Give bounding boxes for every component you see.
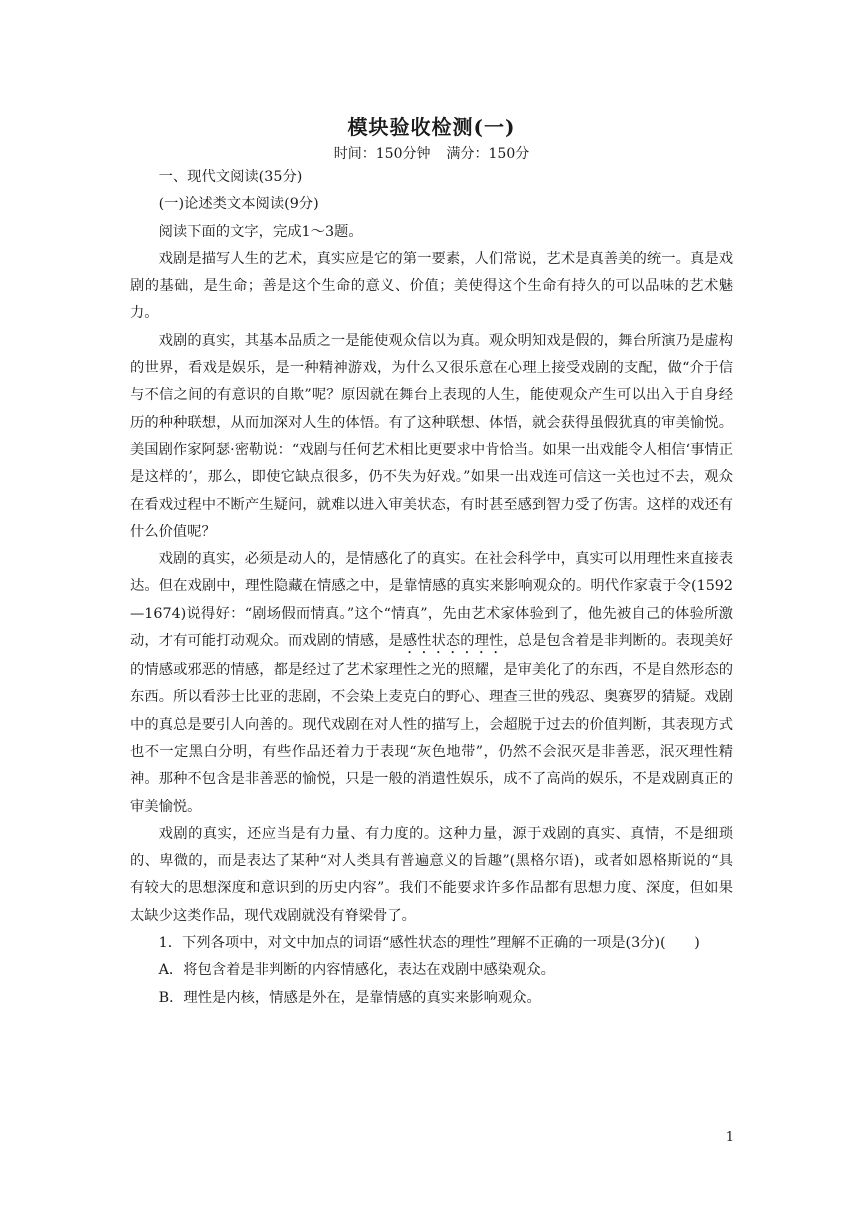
- instruction-text: 阅读下面的文字，完成1～3题。: [158, 223, 363, 240]
- paragraph-4: 戏剧的真实，还应当是有力量、有力度的。这种力量，源于戏剧的真实、真情，不是细琐的、卑微的，而是表达了某种“对人类具有普遍意义的旨趣”(黑格尔语)，或者如恩格斯说的“具有较大的思想深度和意识到的历史内容”。我们不能要求许多作品都有思想力度、深度，但如果太缺少这类作品，现代戏剧就没有脊梁骨了。: [130, 825, 733, 924]
- paragraph-3: [130, 546, 733, 821]
- page-number: 1: [725, 1130, 734, 1145]
- page-title: 模块验收检测(一): [347, 115, 516, 139]
- question-1-option-b: B．理性是内核，情感是外在，是靠情感的真实来影响观众。: [158, 989, 541, 1006]
- paragraph-3-before: 戏剧的真实，必须是动人的，是情感化了的真实。在社会科学中，真实可以用理性来直接表达。但在戏剧中，理性隐藏在情感之中，是靠情感的真实来影响观众的。明代作家袁于令(1592—1674)说得好：“剧场假而情真。”这个“情真”，先由艺术家体验到了，他先被自己的体验所激动，才有可能打动观众。而戏剧的情感，是: [130, 551, 733, 650]
- paragraph-2: 戏剧的真实，其基本品质之一是能使观众信以为真。观众明知戏是假的，舞台所演乃是虚构的世界，看戏是娱乐，是一种精神游戏，为什么又很乐意在心理上接受戏剧的支配，做“介于信与不信之间的有意识的自欺”呢？原因就在舞台上表现的人生，能使观众产生可以出入于自身经历的种种联想，从而加深对人生的体悟。有了这种联想、体悟，就会获得虽假犹真的审美愉悦。美国剧作家阿瑟·密勒说：“戏剧与任何艺术相比更要求中肯恰当。如果一出戏能令人相信‘事情正是这样的’，那么，即使它缺点很多，仍不失为好戏。”如果一出戏连可信这一关也过不去，观众在看戏过程中不断产生疑问，就难以进入审美状态，有时甚至感到智力受了伤害。这样的戏还有什么价值呢？: [130, 332, 733, 540]
- exam-score: 满分：150分: [446, 146, 530, 162]
- emphasized-phrase: 感性状态的理性: [402, 633, 504, 650]
- exam-meta: [130, 144, 733, 164]
- document-page: [130, 112, 733, 1012]
- paragraph-1: 戏剧是描写人生的艺术，真实应是它的第一要素，人们常说，艺术是真善美的统一。真是戏剧的基础，是生命；善是这个生命的意义、价值；美使得这个生命有持久的可以品味的艺术魅力。: [130, 250, 733, 322]
- paragraph-3-after: ，总是包含着是非判断的。表现美好的情感或邪恶的情感，都是经过了艺术家理性之光的照耀，是审美化了的东西，不是自然形态的东西。所以看莎士比亚的悲剧，不会染上麦克白的野心、理查三世的残忍、奥赛罗的猜疑。戏剧中的真总是要引人向善的。现代戏剧在对人性的描写上，会超脱于过去的价值判断，其表现方式也不一定黑白分明，有些作品还着力于表现“灰色地带”，仍然不会泯灭是非善恶，泯灭理性精神。那种不包含是非善恶的愉悦，只是一般的消遣性娱乐，成不了高尚的娱乐，不是戏剧真正的审美愉悦。: [130, 633, 734, 815]
- question-1-option-a: A．将包含着是非判断的内容情感化，表达在戏剧中感染观众。: [158, 962, 555, 979]
- subsection-heading: (一)论述类文本阅读(9分): [158, 196, 319, 213]
- exam-time: 时间：150分钟: [333, 146, 431, 162]
- section-heading: 一、现代文阅读(35分): [158, 169, 303, 185]
- question-1: 1．下列各项中，对文中加点的词语“感性状态的理性”理解不正确的一项是(3分)( ): [158, 935, 700, 952]
